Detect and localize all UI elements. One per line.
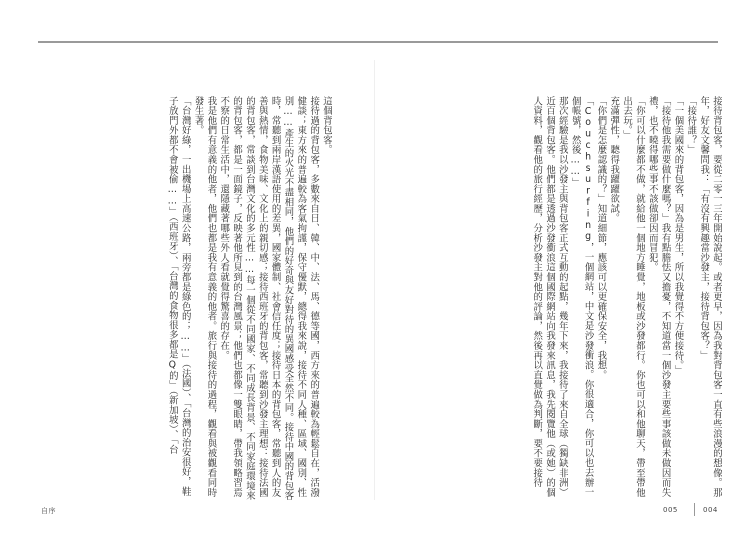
paragraph: 我是他們有意義的他者，他們也都是我有意義的他者。旅行與接待的過程，觀看與被觀看同時發生著。 — [192, 96, 217, 498]
paragraph: 「台灣好綠，一出機場上高速公路，兩旁都是綠色的；……」（法國）、「台灣的治安很好，鞋子放門外都不會被偷……」（西班牙）、「台灣的食物很多都是Q的」（新加坡）、「台 — [166, 96, 191, 497]
paragraph: 這個背包客。 — [321, 96, 332, 155]
paragraph: 「接待他我需要做什麼嗎？」我有點膽怯又擔憂，不知道當一個沙發主要些事該做未做因而失禮，也不曉得哪些事不該做卻因而冒犯。 — [646, 96, 671, 498]
paragraph: 「Couchsurfing，一個網站，中文是沙發衝浪。你很適合，你可以也去辦一個帳號，然後……」 — [569, 96, 594, 498]
page-number-divider — [694, 503, 695, 516]
chapter-title-footer: 自序 — [41, 507, 56, 515]
paragraph: 接待背包客，要從二零一三年開始說起。或者更早，因為我對背包客一直有些浪漫的想像。那年，好友文馨問我：「有沒有興趣當沙發主，接待背包客？」 — [698, 96, 722, 498]
page-number-left: 005 — [663, 506, 678, 514]
paragraph: 「你們是怎麼認識的？」知道細節，應該可以更確保安全，我想。 — [595, 96, 607, 380]
paragraph: 「你可以什麼都不做，就給他一個地方睡覺，地板或沙發都行。你也可以和他聊天，帶至帶他出去玩。」 — [621, 96, 645, 498]
page-number-right: 004 — [703, 506, 718, 514]
paragraph: 充滿彈性，聽得我躍躍欲試。 — [608, 96, 620, 224]
paragraph: 「接待誰？」 — [685, 96, 697, 155]
paragraph: 接待過的背包客，多數來自日、韓、中、法、馬、德等國，西方來的普遍較為輕鬆自在，活潑健談；東方來的普遍較為客氣拘謹，保守優默，總得我來說，接待不同人種、區域、國別、性別……產生的火光不盡相同，他們的好奇與友好對待的異國感受全然不同。接待中國的背包客時，常聽到兩岸漢語使用的差異，國家體制、社會信任度；接待日本的背包客，常聽到人的友善與熱情，食物美味、文化上的親切感；接待西班牙的背包客，常聽到沙發主理想：接待法國的背包客，常談到台灣文化的多元性……每一個從不同國家、不同成長背景、不同家庭環境來的背包客，都是一面鏡子，反映著他所見到的台灣風景；他們也都像一雙眼睛，帶我領略習焉不察的日常生活中，還隱藏著哪些外人看就覺得驚喜的存在。 — [218, 96, 320, 501]
paragraph: 「一個美國來的背包客，因為是男生，所以我覺得不方便接待。」 — [672, 96, 684, 376]
right-page-text — [422, 96, 722, 501]
page-spine — [374, 60, 375, 500]
header-rule — [38, 41, 718, 43]
left-page-text — [32, 96, 332, 501]
paragraph: 那次經驗是我以沙發主與背包客正式互動的起點，幾年下來，我接待了來自全球（獨缺非洲）近百個背包客。他們都是透過沙發衝浪這個國際網站向我發來訊息，我先閱覽他（或她）的個人資料，觀看他的旅行經歷，分析沙發主對他的評論，然後再以直覺做為判斷，要不要接待 — [531, 96, 568, 498]
